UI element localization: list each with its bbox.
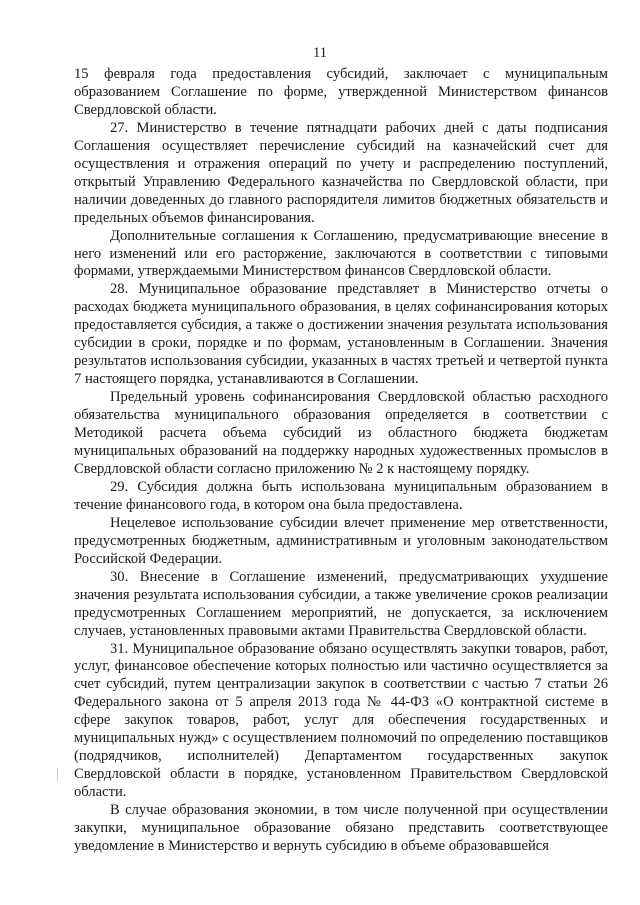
paragraph-item-31: 31. Муниципальное образование обязано осуществлять закупки товаров, работ, услуг, финансовое обеспечение которых полностью или частично осуществляется за счет субсидий, путем централизации закупок в соответствии с частью 7 статьи 26 Федерального закона от 5 апреля 2013 года № 44-ФЗ «О контрактной системе в сфере закупок товаров, работ, услуг для обеспечения государственных и муниципальных нужд» с осуществлением полномочий по определению поставщиков (подрядчиков, исполнителей) Департаментом государственных закупок Свердловской области в порядке, установленном Правительством Свердловской области. xyxy=(74,640,608,801)
paragraph-item-30: 30. Внесение в Соглашение изменений, предусматривающих ухудшение значения результата использования субсидии, а также увеличение сроков реализации предусмотренных Соглашением мероприятий, не допускается, за исключением случаев, установленных правовыми актами Правительства Свердловской области. xyxy=(74,568,608,639)
paragraph-additional-agreements: Дополнительные соглашения к Соглашению, предусматривающие внесение в него изменений или его расторжение, заключаются в соответствии с типовыми формами, утверждаемыми Министерством финансов Свердловской области. xyxy=(74,227,608,280)
document-body xyxy=(74,66,608,856)
paragraph-cofinancing-level: Предельный уровень софинансирования Свердловской областью расходного обязательства муниципального образования определяется в соответствии с Методикой расчета объема субсидий из областного бюджета бюджетам муниципальных образований на поддержку народных художественных промыслов в Свердловской области согласно приложению № 2 к настоящему порядку. xyxy=(74,389,608,477)
margin-mark xyxy=(57,768,58,782)
page-number: 11 xyxy=(313,45,327,61)
paragraph-item-27: 27. Министерство в течение пятнадцати рабочих дней с даты подписания Соглашения осуществляет перечисление субсидий на казначейский счет для осуществления и отражения операций по учету и распределению поступлений, открытый Управлению Федерального казначейства по Свердловской области, при наличии доведенных до главного распорядителя лимитов бюджетных обязательств и предельных объемов финансирования. xyxy=(74,119,608,226)
paragraph-savings: В случае образования экономии, в том числе полученной при осуществлении закупки, муниципальное образование обязано представить соответствующее уведомление в Министерство и вернуть субсидию в объеме образовавшейся xyxy=(74,802,608,854)
paragraph-item-28: 28. Муниципальное образование представляет в Министерство отчеты о расходах бюджета муниципального образования, в целях софинансирования которых предоставляется субсидия, а также о достижении значения результата использования субсидии в сроки, порядке и по формам, установленным в Соглашении. Значения результатов использования субсидии, указанных в частях третьей и четвертой пункта 7 настоящего порядка, устанавливаются в Соглашении. xyxy=(74,281,608,388)
paragraph-misuse-liability: Нецелевое использование субсидии влечет применение мер ответственности, предусмотренных бюджетным, административным и уголовным законодательством Российской Федерации. xyxy=(74,514,608,567)
paragraph-continuation: 15 февраля года предоставления субсидий, заключает с муниципальным образованием Соглашение по форме, утвержденной Министерством финансов Свердловской области. xyxy=(74,66,608,118)
paragraph-item-29: 29. Субсидия должна быть использована муниципальным образованием в течение финансового года, в котором она была предоставлена. xyxy=(74,478,608,513)
